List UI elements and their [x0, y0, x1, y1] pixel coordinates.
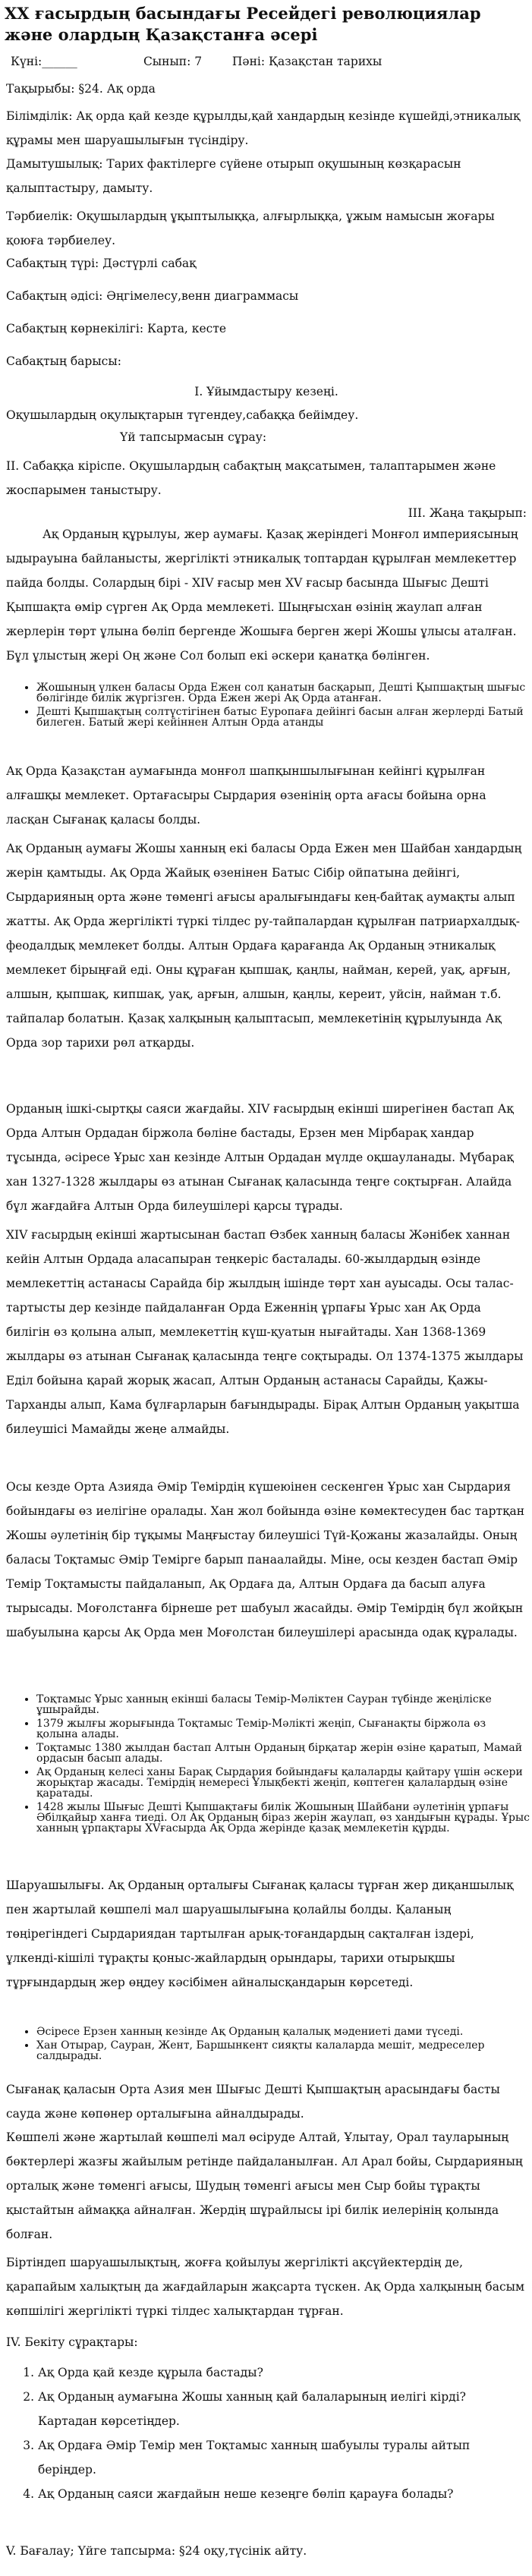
stage-3-heading: III. Жаңа тақырып:	[408, 506, 527, 520]
grade-field: Сынып: 7	[143, 55, 203, 68]
stage-1-heading: I. Ұйымдастыру кезеңі.	[194, 385, 338, 398]
lesson-visuals: Сабақтың көрнекілігі: Карта, кесте	[6, 322, 227, 335]
list-item: • Хан Отырар, Сауран, Жент, Баршынкент сияқты калаларда мешіт, медреселер салдырады.	[36, 2040, 530, 2061]
goal-developmental: Дамытушылық: Тарих фактілерге сүйене отырып оқушының көзқарасын қалыптастыру, дамыту.	[6, 157, 461, 195]
question-item: 2. Ақ Орданың аумағына Жошы ханның қай балаларының иелігі кірді? Картадан көрсетіңдер.	[38, 2385, 524, 2433]
paragraph: Біртіндеп шаруашылықтың, жоғға қойылуы жергілікті ақсүйектердің де, қарапайым халықтың да жағдайларын жақсарта түскен. Ақ Орда халқының басым көпшілігі жергілікті түркі тілдес халықтардан тұрған.	[6, 2256, 525, 2318]
economy-paragraph: Шаруашылығы. Ақ Орданың орталығы Сығанақ қаласы тұрған жер диқаншылық пен жартылай көшпелі мал шаруашылығына қолайлы болды. Қаланың төңірегіндегі Сырдариядан тартылған арық-тоғандардың сақталған іздері, ұлкенді-кішілі тұрақты қоныс-жайлардың орындары, тарихи отырықшы тұрғындардың жер өңдеу кәсібімен айналысқандарын көрсетеді.	[6, 1878, 514, 1989]
homework-line: V. Бағалау; Үйге тапсырма: §24 оқу,түсінік айту.	[6, 2544, 307, 2558]
list-item: • Жошының үлкен баласы Орда Ежен сол қанатын басқарып, Дешті Қыпшақтың шығыс бөлігінде билік жүргізген. Орда Ежен жері Ақ Орда атанған.	[36, 682, 530, 704]
paragraph: Көшпелі және жартылай көшпелі мал өсіруде Алтай, Ұлытау, Орал тауларының бөктерлері жазғы жайылым ретінде пайдаланылған. Ал Арал бойы, Сырдарияның орталық және төменгі ағысы, Шудың төменгі ағысы мен Сыр бойы тұрақты қыстайтын аймаққа айналған. Жердің шұрайлысы ірі билік иелерінің қолында болған.	[6, 2130, 523, 2241]
review-heading: IV. Бекіту сұрақтары:	[6, 2335, 138, 2349]
bullet-list-culture	[6, 2026, 530, 2064]
question-item: 3. Ақ Ордаға Әмір Темір мен Тоқтамыс ханның шабуылы туралы айтып беріңдер.	[38, 2433, 524, 2482]
paragraph: Сығанақ қаласын Орта Азия мен Шығыс Дешті Қыпшақтың арасындағы басты сауда және көпөнер орталығына айналдырады.	[6, 2083, 500, 2121]
paragraph: Орданың ішкі-сыртқы саяси жағдайы. XIV ғасырдың екінші ширегінен бастап Ақ Орда Алтын Ордадан біржола бөліне бастады, Ерзен мен Мірбарақ хандар тұсында, әсіресе Ұрыс хан кезінде Алтын Ордадан мүлде оқшауланады. Мүбарақ хан 1327-1328 жылдары өз атынан Сығанақ қаласында теңге соқтырған. Алайда бұл жағдайға Алтын Орда билеушілері қарсы тұрады.	[6, 1102, 514, 1213]
list-item: • 1379 жылғы жорығында Тоқтамыс Темір-Мәлікті жеңіп, Сығанақты біржола өз қолына алады.	[36, 1718, 530, 1740]
list-item: • Дешті Қыпшақтың солтүстігінен батыс Еуропаға дейінгі басын алған жерлерді Батый билеген. Батый жері кейіннен Алтын Орда атанды	[36, 707, 530, 728]
bullet-list-uluses	[6, 682, 530, 731]
lesson-type: Сабақтың түрі: Дәстүрлі сабақ	[6, 257, 197, 270]
goal-upbringing: Тәрбиелік: Оқушылардың ұқыптылыққа, алғырлыққа, ұжым намысын жоғары қоюға тәрбиелеу.	[6, 209, 495, 247]
paragraph: XIV ғасырдың екінші жартысынан бастап Өзбек ханның баласы Жәнібек ханнан кейін Алтын Ордада аласапыран теңкеріс басталады. 60-жылдардың өзінде мемлекеттің астанасы Сарайда бір жылдың ішінде төрт хан ауысады. Осы талас-тартысты дер кезінде пайдаланған Орда Еженнің ұрпағы Ұрыс хан Ақ Орда билігін өз қолына алып, мемлекеттің күш-қуатын нығайтады. Хан 1368-1369 жылдары өз атынан Сығанақ қаласында теңге соқтырады. Ол 1374-1375 жылдары Еділ бойына қарай жорық жасап, Алтын Орданың астанасы Сарайды, Қажы-Тарханды алып, Кама бұлғарларын бағындырады. Бірақ Алтын Орданың уақытша билеушісі Мамайды жеңе алмайды.	[6, 1228, 524, 1436]
stage-1-text: Оқушылардың оқулықтарын түгендеу,сабаққа бейімдеу.	[6, 408, 359, 422]
subject-field: Пәні: Қазақстан тарихы	[231, 55, 382, 68]
date-field: Күні:______	[11, 55, 77, 68]
paragraph: Осы кезде Орта Азияда Әмір Темірдің күшеюінен сескенген Ұрыс хан Сырдария бойындағы өз иелігіне оралады. Хан жол бойында өзіне көмектесуден бас тартқан Жошы әулетінің бір тұқымы Маңғыстау билеушісі Түй-Қожаны жазалайды. Оның баласы Тоқтамыс Әмір Темірге барып панаалайды. Міне, осы кезден бастап Әмір Темір Тоқтамысты пайдаланып, Ақ Ордаға да, Алтын Ордаға да басып алуға тырысады. Моғолстанға бірнеше рет шабуыл жасайды. Әмір Темірдің бүл жойқын шабуылына қарсы Ақ Орда мен Моғолстан билеушілері арасында одақ құралады.	[6, 1480, 525, 1639]
list-item: • 1428 жылы Шығыс Дешті Қыпшақтағы билік Жошының Шайбани әулетінің ұрпағы Әбілқайыр ханға тиеді. Ол Ақ Орданың біраз жерін жаулап, өз хандығын құрады. Ұрыс ханның ұрпақтары XVғасырда Ақ Орда жерінде қазақ мемлекетін құрды.	[36, 1802, 530, 1834]
homework-check: Үй тапсырмасын сұрау:	[120, 430, 267, 444]
lesson-method: Сабақтың әдісі: Әңгімелесу,венн диаграммасы	[6, 289, 299, 303]
new-topic-text: Ақ Орданың құрылуы, жер аумағы. Қазақ жеріндегі Монғол империясының ыдырауына байланысты, жергілікті этникалық топтардан құрылған мемлекеттер пайда болды. Солардың бірі - XIV ғасыр мен XV ғасыр басында Шығыс Дешті Қыпшақта өмір сүрген Ақ Орда мемлекеті. Шыңғысхан өзінің жаулап алған жерлерін төрт ұлына бөліп бергенде Жошыға берген жері Жошы ұлысы аталған. Бұл ұлыстың жері Оң және Сол болып екі әскери қанатқа бөлінген.	[6, 527, 518, 663]
list-item: • Ақ Орданың келесі ханы Барақ Сырдария бойындағы қалаларды қайтару үшін әскери жорықтар жасады. Темірдің немересі Ұлықбекті жеңіп, көптеген қалалардың өзіне қаратады.	[36, 1767, 530, 1799]
bullet-list-events	[6, 1694, 530, 1837]
list-item: • Әсіресе Ерзен ханның кезінде Ақ Орданың қалалық мәдениеті дами түседі.	[36, 2026, 530, 2037]
lesson-flow-heading: Сабақтың барысы:	[6, 354, 121, 368]
list-item: • Тоқтамыс Ұрыс ханның екінші баласы Темір-Мәліктен Сауран түбінде жеңіліске ұшырайды.	[36, 1694, 530, 1715]
header-row	[6, 49, 527, 74]
question-item: 4. Ақ Орданың саяси жағдайын неше кезеңге бөліп қарауға болады?	[38, 2482, 524, 2506]
stage-2-text: II. Сабаққа кіріспе. Оқушылардың сабақтың мақсатымен, талаптарымен және жоспарымен таныстыру.	[6, 459, 496, 497]
list-item: • Тоқтамыс 1380 жылдан бастап Алтын Орданың бірқатар жерін өзіне қаратып, Мамай ордасын басып алады.	[36, 1743, 530, 1764]
question-item: 1. Ақ Орда қай кезде құрыла бастады?	[38, 2360, 524, 2385]
document-title: XX ғасырдың басындағы Ресейдегі революциялар және олардың Қазақстанға әсері	[5, 4, 481, 44]
goal-educational: Білімділік: Ақ орда қай кезде құрылды,қай хандардың кезінде күшейді,этникалық құрамы мен шаруашылығын түсіндіру.	[6, 109, 521, 147]
lesson-topic: Тақырыбы: §24. Ақ орда	[6, 82, 156, 96]
review-questions	[6, 2360, 524, 2506]
paragraph: Ақ Орда Қазақстан аумағында монғол шапқыншылығынан кейінгі құрылған алғашқы мемлекет. Ортағасыры Сырдария өзенінің орта ағасы бойына орна ласқан Сығанақ қаласы болды.	[6, 764, 486, 827]
paragraph: Ақ Орданың аумағы Жошы ханның екі баласы Орда Ежен мен Шайбан хандардың жерін қамтыды. Ақ Орда Жайық өзенінен Батыс Сібір ойпатына дейінгі, Сырдарияның орта және төменгі ағысы аралығындағы кең-байтақ аумақты алып жатты. Ақ Орда жергілікті түркі тілдес ру-тайпалардан құрылған патриархалдық-феодалдық мемлекет болды. Алтын Ордаға қарағанда Ақ Орданың этникалық мемлекет бірыңғай еді. Оны құраған қыпшақ, қаңлы, найман, керей, уақ, арғын, алшын, қыпшақ, кипшақ, уақ, арғын, алшын, қаңлы, кереит, уйсін, найман т.б. тайпалар болатын. Қазақ халқының қалыптасып, мемлекетінің құрылуында Ақ Орда зор тарихи рөл атқарды.	[6, 842, 522, 1050]
